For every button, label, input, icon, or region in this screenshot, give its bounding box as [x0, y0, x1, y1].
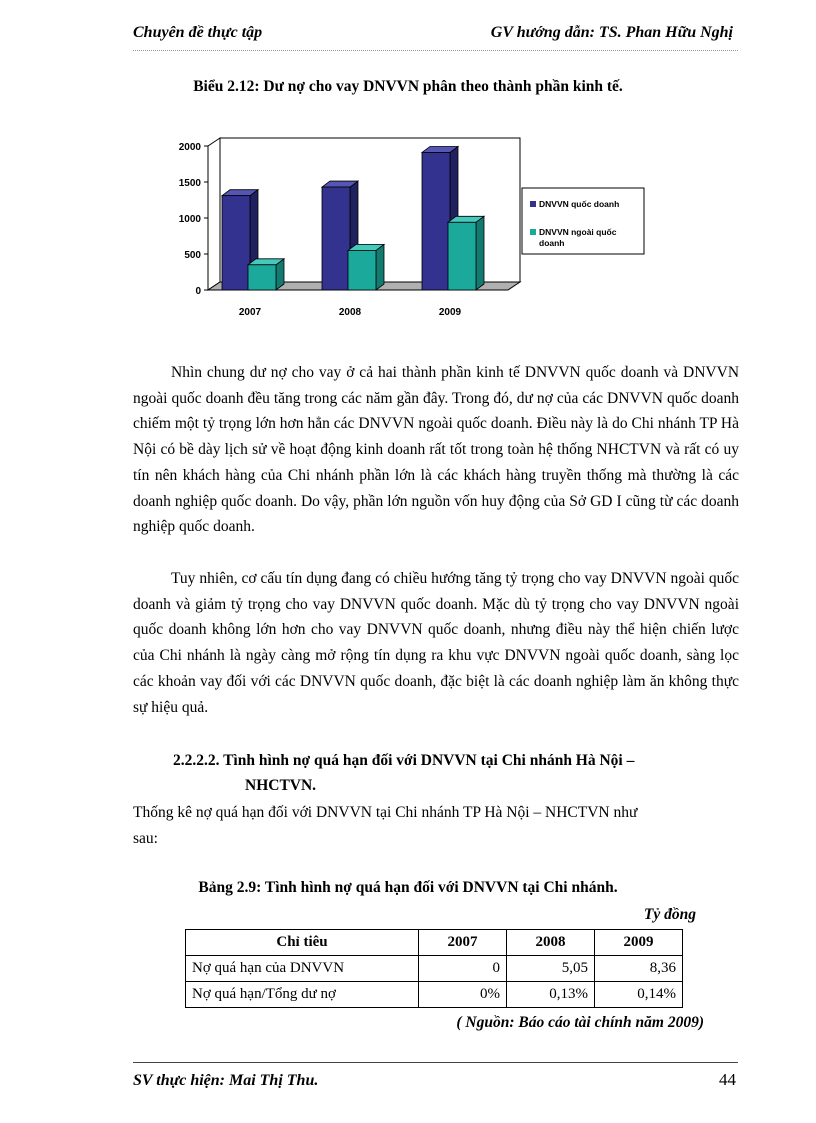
- bar-chart: [150, 128, 680, 328]
- footer-left: SV thực hiện: Mai Thị Thu.: [133, 1072, 319, 1089]
- table-row: [186, 982, 683, 1008]
- table-cell: 0,13%: [507, 982, 595, 1008]
- table-header-cell: 2009: [595, 930, 683, 956]
- paragraph-2: [133, 566, 739, 720]
- paragraph-1-line-4: doanh. Điều này là do Chi nhánh TP Hà Nội có bề dày lịch sử về hoạt động kinh: [133, 415, 740, 459]
- overdue-debt-table: [185, 929, 683, 1008]
- y-tick-label: 1000: [178, 214, 201, 225]
- table-cell: Nợ quá hạn của DNVVN: [186, 956, 419, 982]
- table-cell: 5,05: [507, 956, 595, 982]
- paragraph-1-line-5: doanh rất tốt trong toàn hệ thống NHCTVN và rất có uy tín nên khách hàng của Chi: [133, 441, 739, 484]
- x-tick-label: 2008: [338, 307, 362, 318]
- legend-label: DNVVN ngoài quốc: [539, 227, 617, 237]
- chart-title: Biểu 2.12: Dư nợ cho vay DNVVN phân theo thành phần kinh tế.: [193, 78, 623, 95]
- table-cell: Nợ quá hạn/Tổng dư nợ: [186, 982, 419, 1008]
- intro-line-1: Thống kê nợ quá hạn đối với DNVVN tại Chi nhánh TP Hà Nội – NHCTVN như: [133, 804, 638, 821]
- paragraph-2-line-1: Tuy nhiên, cơ cấu tín dụng đang có chiều hướng tăng tỷ trọng cho vay: [171, 570, 607, 587]
- y-tick-label: 500: [184, 250, 201, 261]
- paragraph-1-line-6: nhánh phần lớn là các khách hàng truyền thống mà thường là các doanh nghiệp quốc: [133, 466, 740, 510]
- source-note: ( Nguồn: Báo cáo tài chính năm 2009): [456, 1014, 704, 1031]
- unit-label: Tỷ đồng: [643, 906, 696, 923]
- footer-divider: [133, 1062, 738, 1063]
- paragraph-2-line-5: dụng ra khu vực DNVVN ngoài quốc doanh, sàng lọc các khoản vay đối với các: [133, 647, 739, 690]
- intro-text: [133, 800, 739, 851]
- x-tick-label: 2009: [438, 307, 462, 318]
- table-cell: 0%: [419, 982, 507, 1008]
- paragraph-1-line-7: doanh. Do vậy, phần lớn nguồn vốn huy động của Sở GD I cũng từ các doanh: [255, 492, 739, 510]
- paragraph-2-line-4: doanh, nhưng điều này thể hiện chiến lược của Chi nhánh là ngày càng mở rộng tín: [133, 621, 739, 665]
- header-left: Chuyên đề thực tập: [133, 24, 263, 41]
- table-cell: 0: [419, 956, 507, 982]
- section-heading: [173, 748, 743, 798]
- table-header-row: [186, 930, 683, 956]
- paragraph-2-line-3: tỷ trọng cho vay DNVVN ngoài quốc doanh không lớn hơn cho vay DNVVN quốc: [133, 595, 739, 639]
- bar: [248, 265, 276, 290]
- legend-swatch: [530, 229, 536, 235]
- bar-side: [476, 216, 484, 290]
- legend-label: DNVVN quốc doanh: [539, 199, 620, 209]
- paragraph-1-line-8: nghiệp quốc doanh.: [133, 518, 255, 536]
- paragraph-1-line-2: DNVVN ngoài quốc doanh đều tăng trong các năm gần đây. Trong đó, dư nợ của: [133, 364, 740, 407]
- legend-swatch: [530, 201, 536, 207]
- bar: [322, 187, 350, 290]
- table-header-cell: 2008: [507, 930, 595, 956]
- table-header-cell: Chỉ tiêu: [186, 930, 419, 956]
- chart-side-wall: [208, 138, 220, 290]
- header-right: GV hướng dẫn: TS. Phan Hữu Nghị: [490, 24, 733, 41]
- header-divider: [133, 50, 738, 51]
- x-tick-label: 2007: [238, 307, 262, 318]
- legend-label: doanh: [539, 238, 565, 248]
- table-cell: 0,14%: [595, 982, 683, 1008]
- paragraph-2-line-6: DNVVN quốc doanh, đặc biệt là các doanh nghiệp làm ăn không thực sự hiệu quả.: [133, 672, 739, 716]
- bar: [448, 222, 476, 290]
- page-number: 44: [719, 1070, 736, 1089]
- table-header-cell: 2007: [419, 930, 507, 956]
- section-heading-line-1: 2.2.2.2. Tình hình nợ quá hạn đối với DNVVN tại Chi nhánh Hà Nội –: [173, 752, 635, 769]
- table-row: [186, 956, 683, 982]
- y-tick-label: 1500: [178, 178, 201, 189]
- paragraph-1-line-3: các DNVVN quốc doanh chiếm một tỷ trọng lớn hơn hẳn các DNVVN ngoài quốc: [133, 389, 740, 433]
- section-heading-line-2: NHCTVN.: [245, 777, 317, 794]
- paragraph-1-line-1: Nhìn chung dư nợ cho vay ở cả hai thành phần kinh tế DNVVN quốc doanh và: [171, 364, 679, 381]
- y-tick-label: 0: [195, 286, 201, 297]
- bar-side: [376, 244, 384, 290]
- y-tick-label: 2000: [178, 142, 201, 153]
- bar: [348, 250, 376, 290]
- bar: [422, 152, 450, 290]
- bar: [222, 196, 250, 290]
- paragraph-1: [133, 360, 739, 540]
- table-title: Bảng 2.9: Tình hình nợ quá hạn đối với DNVVN tại Chi nhánh.: [198, 879, 618, 896]
- table-cell: 8,36: [595, 956, 683, 982]
- paragraph-2-line-2: DNVVN ngoài quốc doanh và giảm tỷ trọng cho vay DNVVN quốc doanh. Mặc dù: [133, 570, 739, 613]
- intro-line-2: sau:: [133, 829, 158, 847]
